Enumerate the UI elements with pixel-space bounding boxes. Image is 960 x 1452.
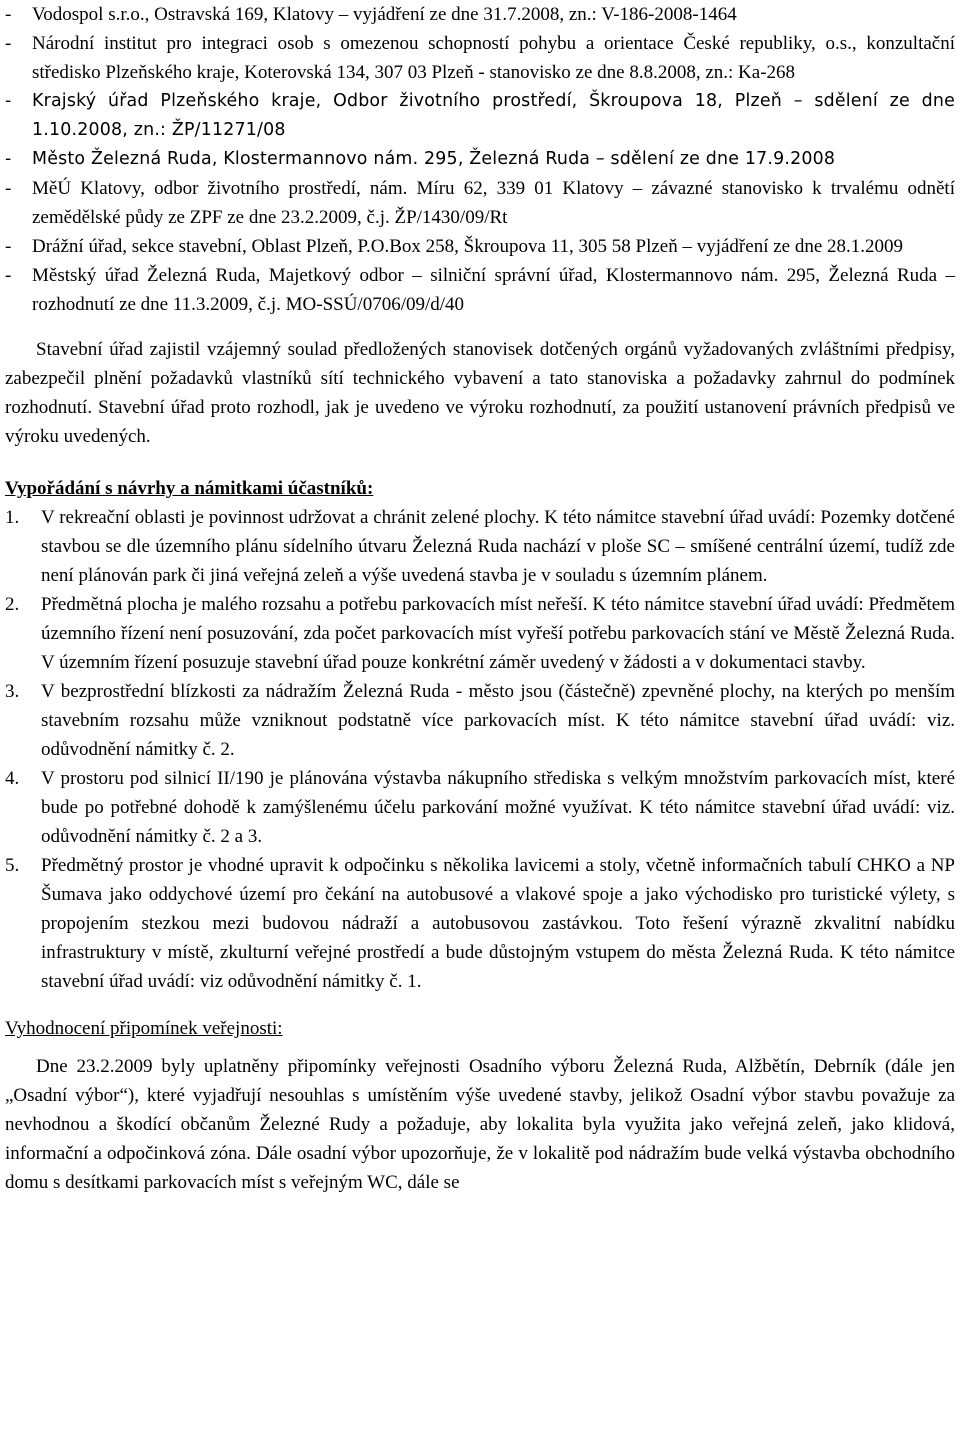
objection-number: 5.	[5, 855, 20, 876]
objection-item	[5, 503, 955, 590]
objection-text: V rekreační oblasti je povinnost udržovat a chránit zelené plochy. K této námitce stavební úřad uvádí: Pozemky dotčené stavbou se dle územního plánu sídelního útvaru Železná Ruda nachází v ploše SC – smíšené centrální území, tudíž zde není plánován park či jiná veřejná zeleň a výše uvedená stavba je v souladu s územním plánem.	[41, 507, 955, 586]
objection-item	[5, 677, 955, 764]
party-text: Drážní úřad, sekce stavební, Oblast Plzeň, P.O.Box 258, Škroupova 11, 305 58 Plzeň – vyjádření ze dne 28.1.2009	[32, 236, 904, 257]
party-item	[5, 0, 955, 29]
objection-item	[5, 764, 955, 851]
party-text: Město Železná Ruda, Klostermannovo nám. 295, Železná Ruda – sdělení ze dne 17.9.2008	[32, 149, 836, 169]
party-text: Národní institut pro integraci osob s omezenou schopností pohybu a orientace České republiky, o.s., konzultační středisko Plzeňského kraje, Koterovská 134, 307 03 Plzeň - stanovisko ze dne 8.8.2008, zn.: Ka-268	[32, 33, 955, 83]
objection-number: 4.	[5, 768, 20, 789]
party-text: Krajský úřad Plzeňského kraje, Odbor životního prostředí, Škroupova 18, Plzeň – sdělení ze dne 1.10.2008, zn.: ŽP/11271/08	[32, 91, 955, 140]
party-text: MěÚ Klatovy, odbor životního prostředí, nám. Míru 62, 339 01 Klatovy – závazné stanovisko k trvalému odnětí zemědělské půdy ze ZPF ze dne 23.2.2009, č.j. ŽP/1430/09/Rt	[32, 178, 955, 228]
party-item	[5, 145, 955, 174]
party-item	[5, 174, 955, 232]
party-item	[5, 87, 955, 145]
list-dash: -	[5, 4, 12, 25]
party-text: Vodospol s.r.o., Ostravská 169, Klatovy – vyjádření ze dne 31.7.2008, zn.: V-186-2008-1464	[32, 4, 737, 25]
objection-item	[5, 590, 955, 677]
objection-text: V bezprostřední blízkosti za nádražím Železná Ruda - město jsou (částečně) zpevněné plochy, na kterých po menším stavebním rozsahu může vzniknout podstatně více parkovacích míst. K této námitce stavební úřad uvádí: viz. odůvodnění námitky č. 2.	[41, 681, 955, 760]
list-dash: -	[5, 265, 12, 286]
objection-number: 3.	[5, 681, 20, 702]
party-item	[5, 29, 955, 87]
list-dash: -	[5, 149, 12, 169]
objection-text: Předmětný prostor je vhodné upravit k odpočinku s několika lavicemi a stoly, včetně informačních tabulí CHKO a NP Šumava jako oddychové území pro čekání na autobusové a vlakové spoje a jako východisko pro turistické výlety, s propojením stezkou mezi budovou nádraží a autobusovou zastávkou. Toto řešení výrazně zkvalitní nabídku infrastruktury v místě, zkulturní veřejné prostředí a bude důstojným vstupem do města Železná Ruda. K této námitce stavební úřad uvádí: viz odůvodnění námitky č. 1.	[41, 855, 955, 992]
objections-list	[5, 503, 955, 996]
objection-text: Předmětná plocha je malého rozsahu a potřebu parkovacích míst neřeší. K této námitce stavební úřad uvádí: Předmětem územního řízení není posuzování, zda počet parkovacích míst vyřeší potřebu parkovacích stání ve Městě Železná Ruda. V územním řízení posuzuje stavební úřad pouze konkrétní záměr uvedený v žádosti a v dokumentaci stavby.	[41, 594, 955, 673]
objection-text: V prostoru pod silnicí II/190 je plánována výstavba nákupního střediska s velkým množstvím parkovacích míst, které bude po potřebné dohodě k zamýšlenému účelu parkování možné využívat. K této námitce stavební úřad uvádí: viz. odůvodnění námitky č. 2 a 3.	[41, 768, 955, 847]
party-item	[5, 232, 955, 261]
objection-number: 1.	[5, 507, 20, 528]
objection-item	[5, 851, 955, 996]
parties-list	[5, 0, 955, 319]
party-text: Městský úřad Železná Ruda, Majetkový odbor – silniční správní úřad, Klostermannovo nám. 295, Železná Ruda – rozhodnutí ze dne 11.3.2009, č.j. MO-SSÚ/0706/09/d/40	[32, 265, 955, 315]
public-comments-paragraph: Dne 23.2.2009 byly uplatněny připomínky veřejnosti Osadního výboru Železná Ruda, Alžbětín, Debrník (dále jen „Osadní výbor“), které vyjadřují nesouhlas s umístěním výše uvedené stavby, jelikož Osadní výbor stavbu považuje za nevhodnou a škodící občanům Železné Rudy a požaduje, aby lokalita byla využita jako veřejná zeleň, jako klidová, informační a odpočinková zóna. Dále osadní výbor upozorňuje, že v lokalitě pod nádražím bude velká výstavba obchodního domu s desítkami parkovacích míst s veřejným WC, dále se	[5, 1056, 955, 1193]
list-dash: -	[5, 236, 12, 257]
statement-paragraph: Stavební úřad zajistil vzájemný soulad předložených stanovisek dotčených orgánů vyžadovaných zvláštními předpisy, zabezpečil plnění požadavků vlastníků sítí technického vybavení a tato stanoviska a požadavky zahrnul do podmínek rozhodnutí. Stavební úřad proto rozhodl, jak je uvedeno ve výroku rozhodnutí, za použití ustanovení právních předpisů ve výroku uvedených.	[5, 339, 955, 447]
public-comments-heading: Vyhodnocení připomínek veřejnosti:	[5, 1018, 283, 1039]
objections-heading: Vypořádání s návrhy a námitkami účastníků:	[5, 478, 374, 499]
list-dash: -	[5, 178, 12, 199]
list-dash: -	[5, 91, 12, 111]
list-dash: -	[5, 33, 12, 54]
objection-number: 2.	[5, 594, 20, 615]
party-item	[5, 261, 955, 319]
